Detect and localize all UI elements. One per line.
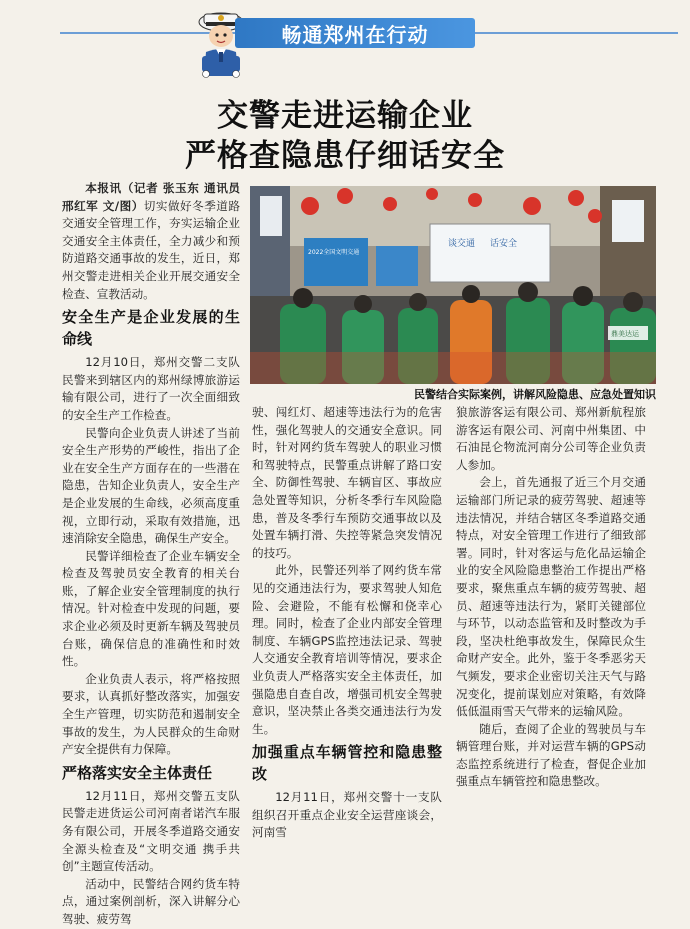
headline-line1: 交警走进运输企业 [217,98,473,134]
vest-text: 鼎美达运 [611,330,639,338]
article-column-3 [456,404,646,791]
paragraph: 驶、闯红灯、超速等违法行为的危害性，强化驾驶人的交通安全意识。同时，针对网约货车驾驶人的职业习惯和驾驶特点，民警重点讲解了路口安全、防御性驾驶、车辆盲区、事故应急处置等知识，分析冬季行车风险隐患，普及冬季行车预防交通事故以及处置车辆打滑、失控等紧急突发情况的技巧。 [252,405,442,560]
article-column-2 [252,404,442,842]
section3-title: 加强重点车辆管控和隐患整改 [252,743,442,784]
section-banner [235,18,475,48]
news-photo [250,186,656,384]
headline-line2: 严格查隐患仔细话安全 [185,138,505,174]
paragraph: 12月11日，郑州交警五支队民警走进货运公司河南者诺汽车服务有限公司，开展冬季道路交通安全源头检查及“文明交通 携手共创”主题宣传活动。 [62,788,240,874]
left-banner-text: 2022全国文明交通 [308,249,360,256]
paragraph: 此外，民警还列举了网约货车常见的交通违法行为，要求驾驶人知危险、会避险，不能有松懈和侥幸心理。同时，检查了企业内部安全管理制度、车辆GPS监控违法记录、驾驶人交通安全教育培训等情况，要求企业负责人严格落实安全主体责任，加强隐患自查自改，增强司机安全驾驶意识，坚决禁止各类交通违法行为发生。 [252,563,442,736]
section2-title: 严格落实安全主体责任 [62,763,213,782]
screen-text-2: 话安全 [490,239,518,249]
paragraph: 企业负责人表示，将严格按照要求，认真抓好整改落实，加强安全生产管理，切实防范和遏制安全事故的发生，为人民群众的生命财产安全提供有力保障。 [62,671,240,757]
paragraph: 狼旅游客运有限公司、郑州新航程旅游客运有限公司、河南中州集团、中石油昆仑物流河南分公司等企业负责人参加。 [456,405,646,472]
classroom-scene-image [250,186,656,384]
banner-title: 畅通郑州在行动 [281,22,429,47]
paragraph: 随后，查阅了企业的驾驶员与车辆管理台账，并对运营车辆的GPS动态监控系统进行了检查，督促企业加强重点车辆管控和隐患整改。 [456,721,646,789]
paragraph: 会上，首先通报了近三个月交通运输部门所记录的疲劳驾驶、超速等违法情况，并结合辖区冬季道路交通特点，对安全管理工作进行了细致部署。同时，针对客运与危化品运输企业的安全风险隐患整治工作提出严格要求，聚焦重点车辆的疲劳驾驶、超员、超速等违法行为，紧盯关键部位与环节，以动态监管和及时整改为手段，坚决杜绝事故发生，保障民众生命财产安全。此外，鉴于冬季恶劣天气频发，要求企业密切关注天气与路况变化，提前谋划应对策略，有效降低低温雨雪天气带来的运输风险。 [456,475,646,719]
article-column-1 [62,180,240,929]
section1-title: 安全生产是企业发展的生命线 [62,308,240,349]
photo-caption: 民警结合实际案例，讲解风险隐患、应急处置知识 [414,388,656,401]
paragraph: 民警向企业负责人讲述了当前安全生产形势的严峻性，指出了企业在安全生产方面存在的一些潜在隐患，告知企业负责人，安全生产是企业发展的生命线，必须高度重视，立即行动，采取有效措施，迅速消除安全隐患，确保生产安全。 [62,425,240,546]
paragraph: 12月11日，郑州交警十一支队组织召开重点企业安全运营座谈会，河南雪 [252,790,442,840]
screen-text-1: 谈交通 [448,239,476,249]
lead-paragraph [62,180,240,303]
lead-text: 切实做好冬季道路交通安全管理工作，夯实运输企业交通安全主体责任，全力减少和预防道路交通事故的发生，近日，郑州交警走进相关企业开展交通安全检查、宣教活动。 [62,198,240,301]
paragraph: 12月10日，郑州交警二支队民警来到辖区内的郑州绿博旅游运输有限公司，进行了一次全面细致的安全生产工作检查。 [62,355,240,422]
byline: 本报讯（记者 张玉东 通讯员 邢红军 文/图） [62,181,240,213]
paragraph: 活动中，民警结合网约货车特点，通过案例剖析，深入讲解分心驾驶、疲劳驾 [62,876,240,926]
paragraph: 民警详细检查了企业车辆安全检查及驾驶员安全教育的相关台账，了解企业安全管理制度的执行情况。针对检查中发现的问题，要求企业必须及时更新车辆及驾驶员台账，确保信息的准确性和时效性。 [62,548,240,669]
